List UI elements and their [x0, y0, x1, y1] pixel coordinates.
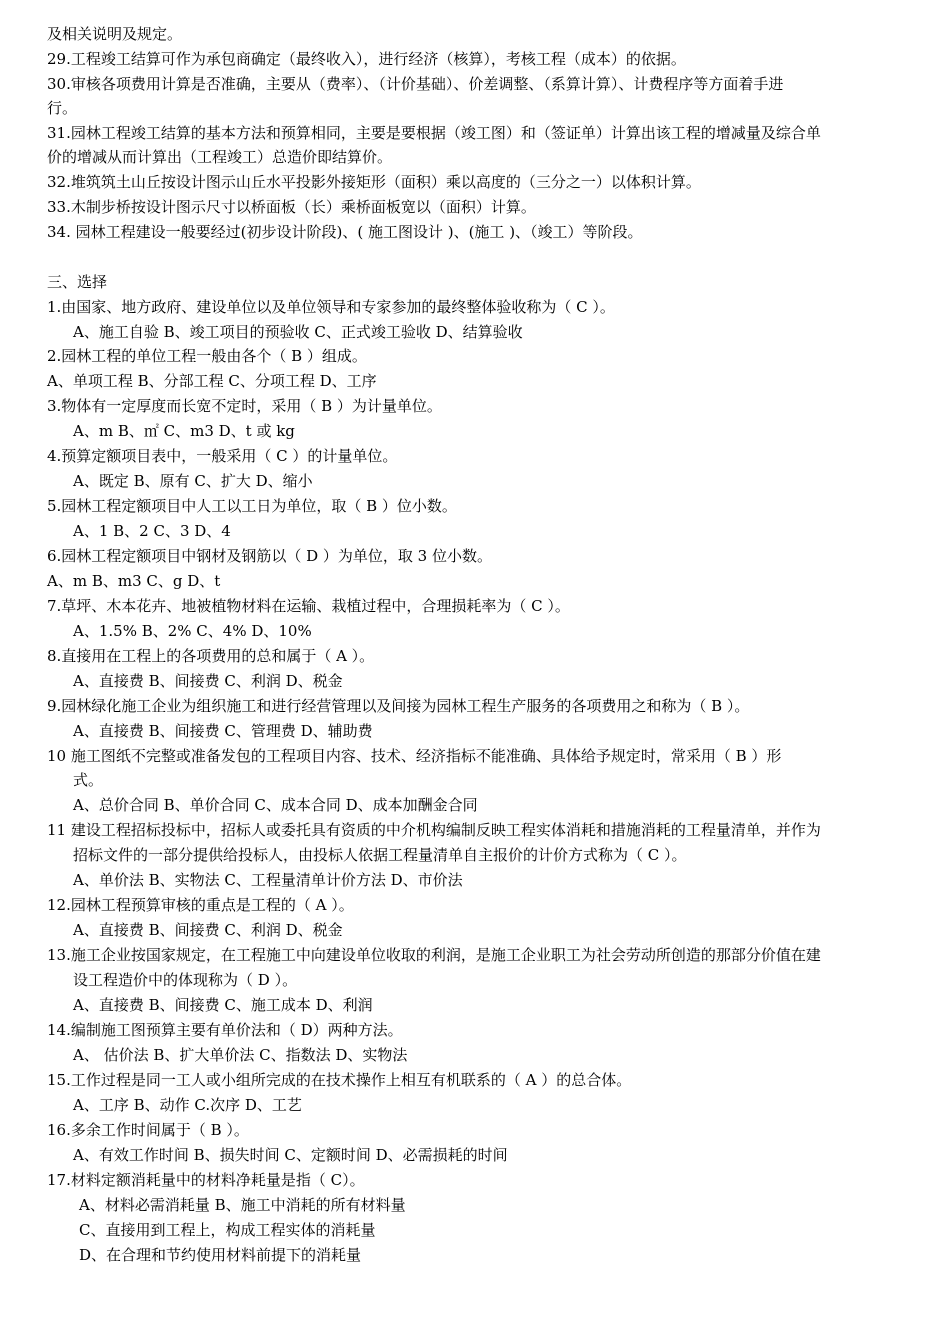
choice-question-16: 16.多余工作时间属于（ B ）。: [47, 1121, 249, 1139]
choice-question-17: 17.材料定额消耗量中的材料净耗量是指（ C）。: [47, 1171, 365, 1189]
choice-options-12: A、直接费 B、间接费 C、利润 D、税金: [73, 921, 343, 939]
choice-option-17-d: D、在合理和节约使用材料前提下的消耗量: [79, 1246, 362, 1264]
choice-options-2: A、单项工程 B、分部工程 C、分项工程 D、工序: [47, 372, 377, 390]
fill-question-30: 30.审核各项费用计算是否准确，主要从（费率）、（计价基础）、价差调整、（系算计算）、计费程序等方面着手进: [47, 75, 784, 93]
fill-question-32: 32.堆筑筑土山丘按设计图示山丘水平投影外接矩形（面积）乘以高度的（三分之一）以体积计算。: [47, 173, 701, 191]
fill-question-29: 29.工程竣工结算可作为承包商确定（最终收入），进行经济（核算），考核工程（成本）的依据。: [47, 50, 686, 68]
fill-question-33: 33.木制步桥按设计图示尺寸以桥面板（长）乘桥面板宽以（面积）计算。: [47, 198, 536, 216]
choice-options-9: A、直接费 B、间接费 C、管理费 D、辅助费: [73, 722, 373, 740]
fill-question-31: 31.园林工程竣工结算的基本方法和预算相同，主要是要根据（竣工图）和（签证单）计算出该工程的增减量及综合单: [47, 124, 821, 142]
fill-line-continuation: 及相关说明及规定。: [47, 25, 183, 43]
choice-question-11-cont: 招标文件的一部分提供给投标人，由投标人依据工程量清单自主报价的计价方式称为（ C ）。: [73, 846, 687, 864]
choice-question-14: 14.编制施工图预算主要有单价法和（ D）两种方法。: [47, 1021, 403, 1039]
choice-question-10: 10 施工图纸不完整或准备发包的工程项目内容、技术、经济指标不能准确、具体给予规定时，常采用（ B ）形: [47, 747, 782, 765]
choice-options-15: A、工序 B、动作 C.次序 D、工艺: [73, 1096, 302, 1114]
choice-question-2: 2.园林工程的单位工程一般由各个（ B ）组成。: [47, 347, 367, 365]
choice-options-10: A、总价合同 B、单价合同 C、成本合同 D、成本加酬金合同: [73, 796, 478, 814]
choice-option-17-c: C、直接用到工程上，构成工程实体的消耗量: [79, 1221, 376, 1239]
choice-options-1: A、施工自验 B、竣工项目的预验收 C、正式竣工验收 D、结算验收: [73, 323, 523, 341]
choice-question-15: 15.工作过程是同一工人或小组所完成的在技术操作上相互有机联系的（ A ）的总合体。: [47, 1071, 632, 1089]
choice-options-4: A、既定 B、原有 C、扩大 D、缩小: [73, 472, 313, 490]
choice-option-17-ab: A、材料必需消耗量 B、施工中消耗的所有材料量: [79, 1196, 406, 1214]
choice-question-11: 11 建设工程招标投标中，招标人或委托具有资质的中介机构编制反映工程实体消耗和措施消耗的工程量清单，并作为: [47, 821, 821, 839]
choice-question-10-cont: 式。: [73, 771, 104, 789]
choice-question-1: 1.由国家、地方政府、建设单位以及单位领导和专家参加的最终整体验收称为（ C ）。: [47, 298, 615, 316]
choice-question-13-cont: 设工程造价中的体现称为（ D ）。: [73, 971, 298, 989]
fill-question-34: 34. 园林工程建设一般要经过(初步设计阶段)、( 施工图设计 )、(施工 )、（竣工）等阶段。: [47, 223, 643, 241]
choice-question-12: 12.园林工程预算审核的重点是工程的（ A ）。: [47, 896, 354, 914]
choice-options-7: A、1.5% B、2% C、4% D、10%: [73, 622, 312, 640]
choice-question-7: 7.草坪、木本花卉、地被植物材料在运输、栽植过程中，合理损耗率为（ C ）。: [47, 597, 570, 615]
choice-question-6: 6.园林工程定额项目中钢材及钢筋以（ D ）为单位，取 3 位小数。: [47, 547, 492, 565]
fill-question-30-cont: 行。: [47, 99, 78, 117]
choice-options-14: A、 估价法 B、扩大单价法 C、指数法 D、实物法: [73, 1046, 408, 1064]
choice-options-6: A、m B、m3 C、g D、t: [47, 572, 221, 590]
choice-question-13: 13.施工企业按国家规定，在工程施工中向建设单位收取的利润，是施工企业职工为社会劳动所创造的那部分价值在建: [47, 946, 821, 964]
choice-question-4: 4.预算定额项目表中，一般采用（ C ）的计量单位。: [47, 447, 398, 465]
choice-options-5: A、1 B、2 C、3 D、4: [73, 522, 231, 540]
section-heading: 三、选择: [47, 273, 108, 291]
choice-options-13: A、直接费 B、间接费 C、施工成本 D、利润: [73, 996, 373, 1014]
choice-question-9: 9.园林绿化施工企业为组织施工和进行经营管理以及间接为园林工程生产服务的各项费用之和称为（ B ）。: [47, 697, 750, 715]
choice-options-16: A、有效工作时间 B、损失时间 C、定额时间 D、必需损耗的时间: [73, 1146, 508, 1164]
choice-options-8: A、直接费 B、间接费 C、利润 D、税金: [73, 672, 343, 690]
choice-options-3: A、m B、㎡ C、m3 D、t 或 kg: [73, 422, 295, 440]
choice-question-5: 5.园林工程定额项目中人工以工日为单位，取（ B ）位小数。: [47, 497, 457, 515]
choice-question-3: 3.物体有一定厚度而长宽不定时，采用（ B ）为计量单位。: [47, 397, 442, 415]
fill-question-31-cont: 价的增减从而计算出（工程竣工）总造价即结算价。: [47, 148, 393, 166]
choice-question-8: 8.直接用在工程上的各项费用的总和属于（ A ）。: [47, 647, 375, 665]
choice-options-11: A、单价法 B、实物法 C、工程量清单计价方法 D、市价法: [73, 871, 463, 889]
